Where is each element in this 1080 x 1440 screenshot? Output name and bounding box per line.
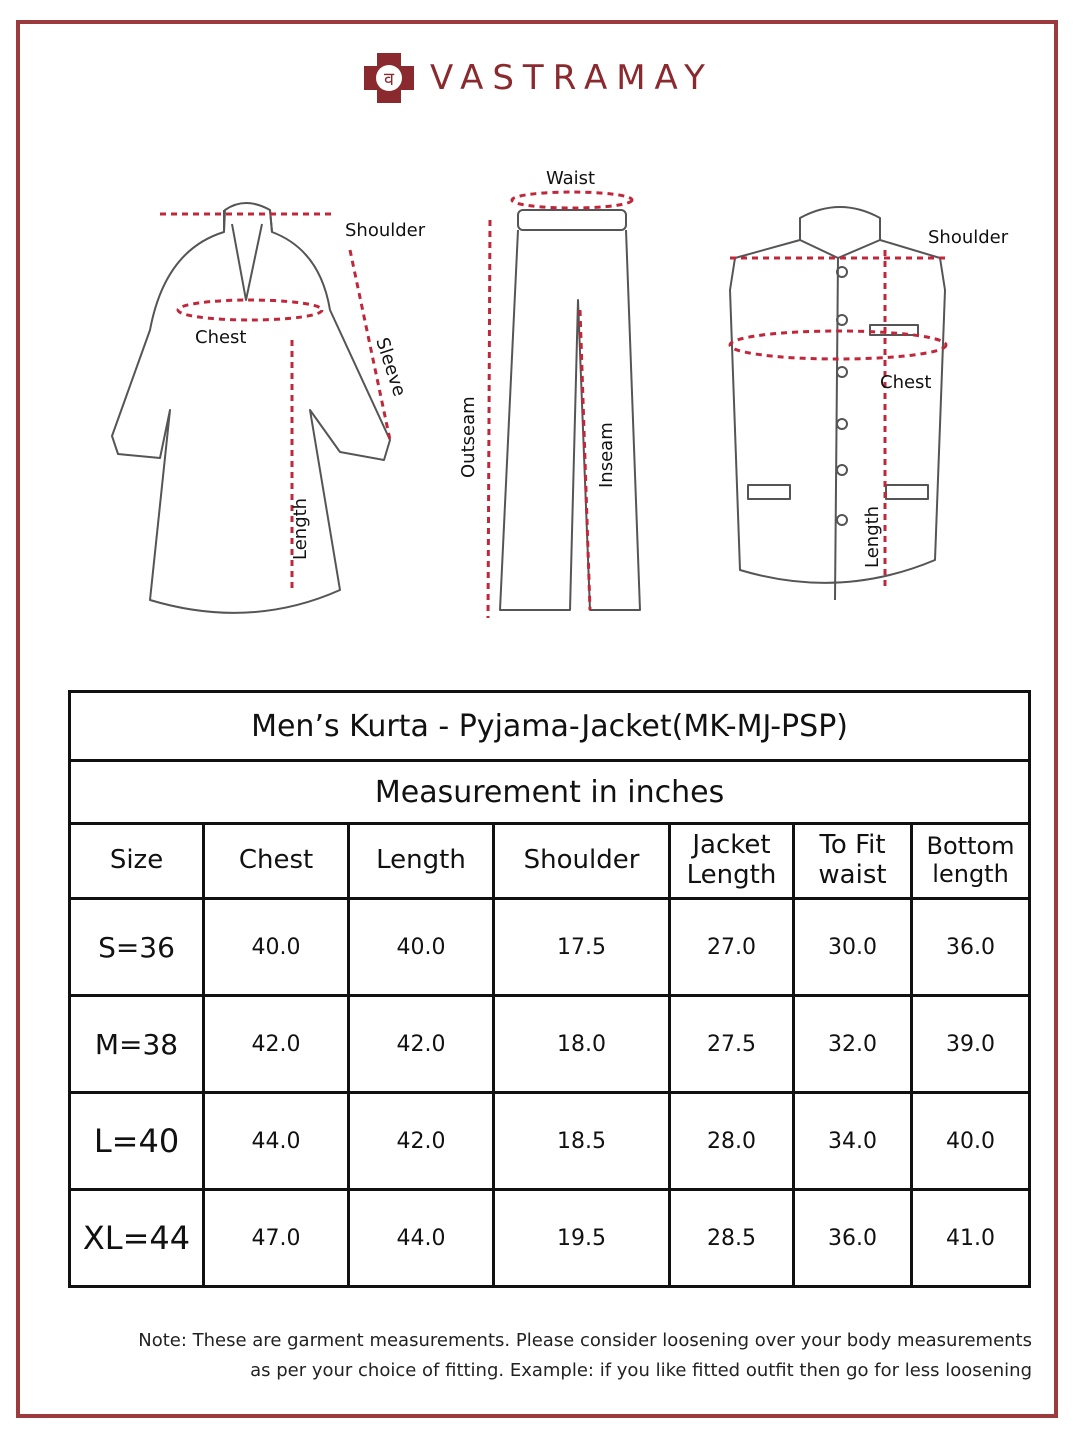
pyjama-inseam-label: Inseam bbox=[596, 422, 617, 488]
size-chart-table bbox=[68, 690, 1031, 1288]
brand-name: VASTRAMAY bbox=[430, 58, 714, 98]
cell-to-fit-waist: 30.0 bbox=[794, 899, 912, 996]
cell-jacket-length: 28.0 bbox=[670, 1093, 794, 1190]
note-line-2: as per your choice of fitting. Example: if you like fitted outfit then go for less loosening bbox=[250, 1360, 1032, 1381]
table-row bbox=[70, 996, 1030, 1093]
cell-to-fit-waist: 32.0 bbox=[794, 996, 912, 1093]
jacket-length-label: Length bbox=[862, 505, 883, 568]
garment-illustrations bbox=[0, 140, 1080, 660]
header-chest: Chest bbox=[204, 824, 349, 899]
pyjama-illustration bbox=[500, 210, 640, 610]
jacket-illustration bbox=[730, 207, 945, 600]
brand-logo bbox=[362, 48, 722, 108]
header-size: Size bbox=[70, 824, 204, 899]
cell-size: M=38 bbox=[70, 996, 204, 1093]
jacket-chest-label: Chest bbox=[880, 372, 932, 393]
cell-shoulder: 18.0 bbox=[494, 996, 670, 1093]
cell-size: S=36 bbox=[70, 899, 204, 996]
kurta-illustration bbox=[112, 203, 390, 613]
header-length: Length bbox=[349, 824, 494, 899]
cell-jacket-length: 28.5 bbox=[670, 1190, 794, 1287]
cell-length: 42.0 bbox=[349, 996, 494, 1093]
cell-bottom-length: 36.0 bbox=[912, 899, 1030, 996]
header-to-fit-waist: To Fit waist bbox=[794, 824, 912, 899]
table-row bbox=[70, 1093, 1030, 1190]
cell-to-fit-waist: 36.0 bbox=[794, 1190, 912, 1287]
cell-length: 44.0 bbox=[349, 1190, 494, 1287]
cell-size: L=40 bbox=[70, 1093, 204, 1190]
fitting-note bbox=[62, 1326, 1032, 1386]
pyjama-waist-label: Waist bbox=[546, 168, 596, 189]
cell-bottom-length: 39.0 bbox=[912, 996, 1030, 1093]
table-title: Men’s Kurta - Pyjama-Jacket(MK-MJ-PSP) bbox=[70, 692, 1030, 761]
cell-chest: 44.0 bbox=[204, 1093, 349, 1190]
jacket-shoulder-label: Shoulder bbox=[928, 227, 1009, 248]
cell-chest: 42.0 bbox=[204, 996, 349, 1093]
cell-shoulder: 18.5 bbox=[494, 1093, 670, 1190]
brand-mark-icon bbox=[362, 51, 416, 105]
kurta-sleeve-label: Sleeve bbox=[371, 335, 410, 399]
cell-shoulder: 17.5 bbox=[494, 899, 670, 996]
cell-shoulder: 19.5 bbox=[494, 1190, 670, 1287]
cell-jacket-length: 27.0 bbox=[670, 899, 794, 996]
brand-mark-letter: व bbox=[383, 69, 395, 90]
pyjama-outseam-label: Outseam bbox=[458, 396, 479, 478]
cell-bottom-length: 40.0 bbox=[912, 1093, 1030, 1190]
measurement-lines bbox=[160, 192, 948, 618]
cell-chest: 40.0 bbox=[204, 899, 349, 996]
kurta-chest-label: Chest bbox=[195, 327, 247, 348]
cell-chest: 47.0 bbox=[204, 1190, 349, 1287]
header-jacket-length: Jacket Length bbox=[670, 824, 794, 899]
note-line-1: Note: These are garment measurements. Please consider loosening over your body measurements bbox=[138, 1330, 1032, 1351]
cell-length: 40.0 bbox=[349, 899, 494, 996]
table-subtitle: Measurement in inches bbox=[70, 761, 1030, 824]
cell-size: XL=44 bbox=[70, 1190, 204, 1287]
cell-length: 42.0 bbox=[349, 1093, 494, 1190]
cell-jacket-length: 27.5 bbox=[670, 996, 794, 1093]
cell-to-fit-waist: 34.0 bbox=[794, 1093, 912, 1190]
header-bottom-length: Bottom length bbox=[912, 824, 1030, 899]
kurta-shoulder-label: Shoulder bbox=[345, 220, 426, 241]
cell-bottom-length: 41.0 bbox=[912, 1190, 1030, 1287]
header-shoulder: Shoulder bbox=[494, 824, 670, 899]
table-header-row bbox=[70, 824, 1030, 899]
table-row bbox=[70, 899, 1030, 996]
table-row bbox=[70, 1190, 1030, 1287]
kurta-length-label: Length bbox=[290, 497, 311, 560]
